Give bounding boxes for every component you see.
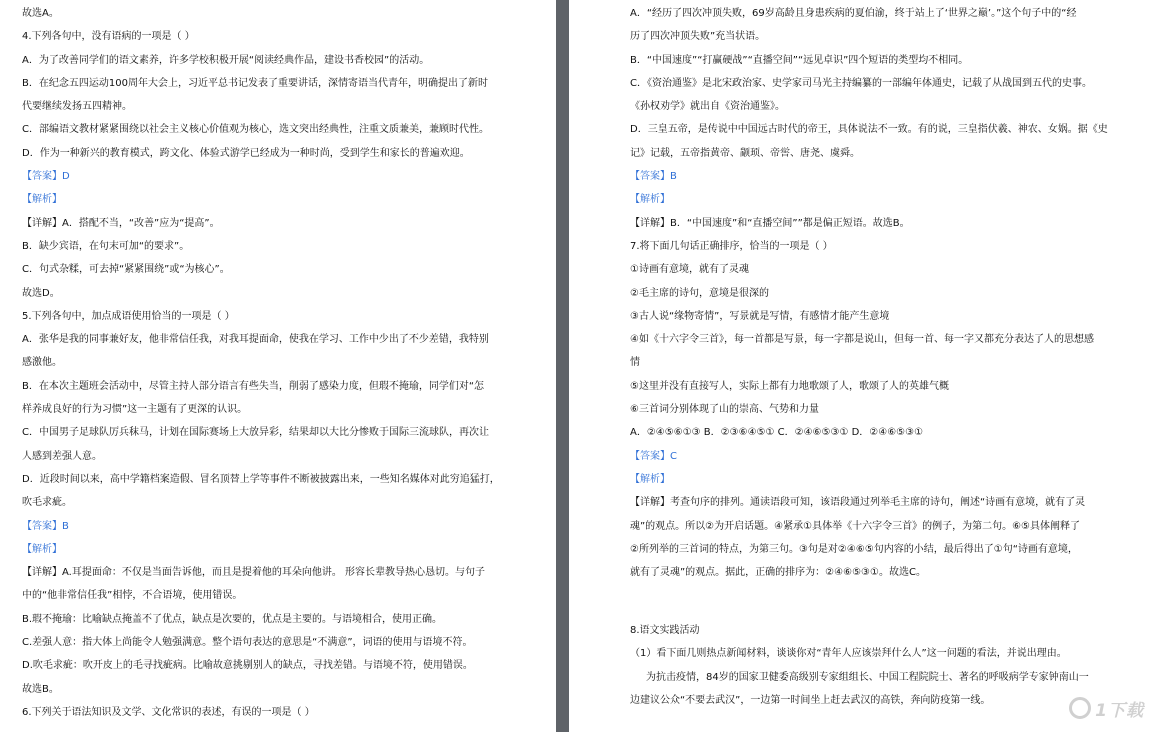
text-line: ⑤这里并没有直接写人，实际上都有力地歌颂了人，歌颂了人的英雄气概 [630, 380, 949, 392]
text-line: ⑥三首词分别体现了山的崇高、气势和力量 [630, 404, 819, 416]
document-page-right [569, 0, 1152, 732]
text-line: 为抗击疫情，84岁的国家卫健委高级别专家组组长、中国工程院院士、著名的呼吸病学专家钟南山一 [646, 671, 1089, 683]
text-line: C．中国男子足球队厉兵秣马，计划在国际赛场上大放异彩，结果却以大比分惨败于国际三流球队，再次让 [22, 427, 489, 439]
answer-line: 【答案】D [22, 171, 70, 183]
text-line: B．缺少宾语，在句末可加“的要求”。 [22, 240, 190, 252]
text-line: A．②④⑤⑥①③ B．②③⑥④⑤① C．②④⑥⑤③① D．②④⑥⑤③① [630, 427, 924, 439]
text-line: 8.语文实践活动 [630, 625, 700, 637]
text-line: 中的“他非常信任我”相悖，不合语境，使用错误。 [22, 590, 243, 602]
watermark-logo [1032, 688, 1144, 728]
text-line: 【详解】B．“中国速度”和“直播空间””都是偏正短语。故选B。 [630, 217, 910, 229]
answer-line: 【解析】 [22, 194, 62, 206]
text-line: 【详解】A．搭配不当，“改善”应为“提高”。 [22, 217, 220, 229]
text-line: A．“经历了四次冲顶失败，69岁高龄且身患疾病的夏伯渝，终于站上了‘世界之巅’。”这个句子中的“经 [630, 8, 1077, 19]
text-line: 【详解】考查句序的排列。通读语段可知，该语段通过列举毛主席的诗句，阐述“诗画有意境，就有了灵 [630, 497, 1086, 509]
text-line: 7.将下面几句话正确排序，恰当的一项是（ ） [630, 240, 833, 252]
text-line: D．作为一种新兴的教育模式，跨文化、体验式游学已经成为一种时尚，受到学生和家长的普遍欢迎。 [22, 147, 470, 159]
answer-line: 【解析】 [22, 543, 62, 555]
text-line: 5.下列各句中，加点成语使用恰当的一项是（ ） [22, 310, 235, 322]
text-line: 历了四次冲顶失败”充当状语。 [630, 31, 766, 43]
text-line: C．部编语文教材紧紧围绕以社会主义核心价值观为核心，选文突出经典性，注重文质兼美，兼顾时代性。 [22, 124, 489, 136]
text-line: 人感到差强人意。 [22, 450, 102, 462]
text-line: 魂”的观点。所以②为开启话题。④紧承①具体举《十六字令三首》的例子，为第二句。⑥⑤具体阐释了 [630, 520, 1081, 532]
text-line: 【详解】A.耳提面命：不仅是当面告诉他，而且是提着他的耳朵向他讲。 形容长辈教导热心恳切。与句子 [22, 567, 486, 579]
text-line: C．句式杂糅，可去掉“紧紧围绕”或“为核心”。 [22, 264, 230, 276]
text-line: 4.下列各句中，没有语病的一项是（ ） [22, 31, 195, 43]
text-line: ④如《十六字令三首》，每一首都是写景，每一字都是说山，但每一首、每一字又都充分表达了人的思想感 [630, 334, 1094, 346]
answer-line: 【解析】 [630, 194, 670, 206]
text-line: A．张华是我的同事兼好友，他非常信任我，对我耳提面命，使我在学习、工作中少出了不少差错，我特别 [22, 334, 489, 346]
download-logo-icon [1069, 697, 1091, 719]
text-line: A．为了改善同学们的语文素养，许多学校积极开展“阅读经典作品，建设书香校园”的活动。 [22, 54, 430, 66]
text-line: B．“中国速度”“打赢硬战”“直播空间”“远见卓识”四个短语的类型均不相同。 [630, 54, 969, 66]
text-line: 故选A。 [22, 8, 59, 19]
text-line: 情 [630, 357, 640, 369]
answer-line: 【答案】B [22, 520, 69, 532]
text-line: D.吹毛求疵：吹开皮上的毛寻找疵病。比喻故意挑剔别人的缺点，寻找差错。与语境不符，使用错误。 [22, 660, 473, 672]
text-line: 样养成良好的行为习惯”这一主题有了更深的认识。 [22, 404, 248, 416]
text-line: ②所列举的三首词的特点，为第三句。③句是对②④⑥⑤句内容的小结，最后得出了①句“诗画有意境， [630, 543, 1078, 555]
text-line: C．《资治通鉴》是北宋政治家、史学家司马光主持编纂的一部编年体通史，记载了从战国到五代的史事。 [630, 77, 1092, 89]
text-line: 记》记载，五帝指黄帝、颛顼、帝喾、唐尧、虞舜。 [630, 147, 860, 159]
answer-line: 【答案】B [630, 171, 677, 183]
text-line: ②毛主席的诗句，意境是很深的 [630, 287, 769, 299]
text-line: B．在纪念五四运动100周年大会上，习近平总书记发表了重要讲话，深情寄语当代青年，明确提出了新时 [22, 77, 488, 89]
document-page-left [0, 0, 556, 732]
text-line: 感激他。 [22, 357, 62, 369]
text-line: C.差强人意：指大体上尚能令人勉强满意。整个语句表达的意思是“不满意”，词语的使用与语境不符。 [22, 637, 473, 649]
text-line: 故选D。 [22, 287, 60, 299]
text-line: D．三皇五帝，是传说中中国远古时代的帝王，具体说法不一致。有的说，三皇指伏羲、神农、女娲。据《史 [630, 124, 1108, 136]
text-line: （1）看下面几则热点新闻材料，谈谈你对“青年人应该崇拜什么人”这一问题的看法，并说出理由。 [630, 648, 1067, 660]
watermark-text: 1下载 [1095, 700, 1144, 721]
text-line: 边建议公众“不要去武汉”，一边第一时间坐上赶去武汉的高铁，奔向防疫第一线。 [630, 695, 991, 707]
text-line: 《孙权劝学》就出自《资治通鉴》。 [630, 101, 785, 113]
answer-line: 【解析】 [630, 473, 670, 485]
text-line: 代要继续发扬五四精神。 [22, 101, 132, 113]
text-line: 6.下列关于语法知识及文学、文化常识的表述，有误的一项是（ ） [22, 706, 315, 718]
text-line: B.瑕不掩瑜：比喻缺点掩盖不了优点，缺点是次要的，优点是主要的。与语境相合，使用正确。 [22, 613, 443, 625]
text-line: 吹毛求疵。 [22, 497, 72, 509]
text-line: ③古人说“缘物寄情”，写景就是写情，有感情才能产生意境 [630, 310, 890, 322]
text-line: B．在本次主题班会活动中，尽管主持人部分语言有些失当，削弱了感染力度，但瑕不掩瑜，同学们对“怎 [22, 380, 485, 392]
text-line: 就有了灵魂”的观点。据此，正确的排序为：②④⑥⑤③①。故选C。 [630, 567, 926, 579]
answer-line: 【答案】C [630, 450, 677, 462]
text-line: D．近段时间以来，高中学籍档案造假、冒名顶替上学等事件不断被披露出来，一些知名媒体对此穷追猛打， [22, 473, 500, 485]
text-line: 故选B。 [22, 683, 59, 695]
text-line: ①诗画有意境，就有了灵魂 [630, 264, 749, 276]
